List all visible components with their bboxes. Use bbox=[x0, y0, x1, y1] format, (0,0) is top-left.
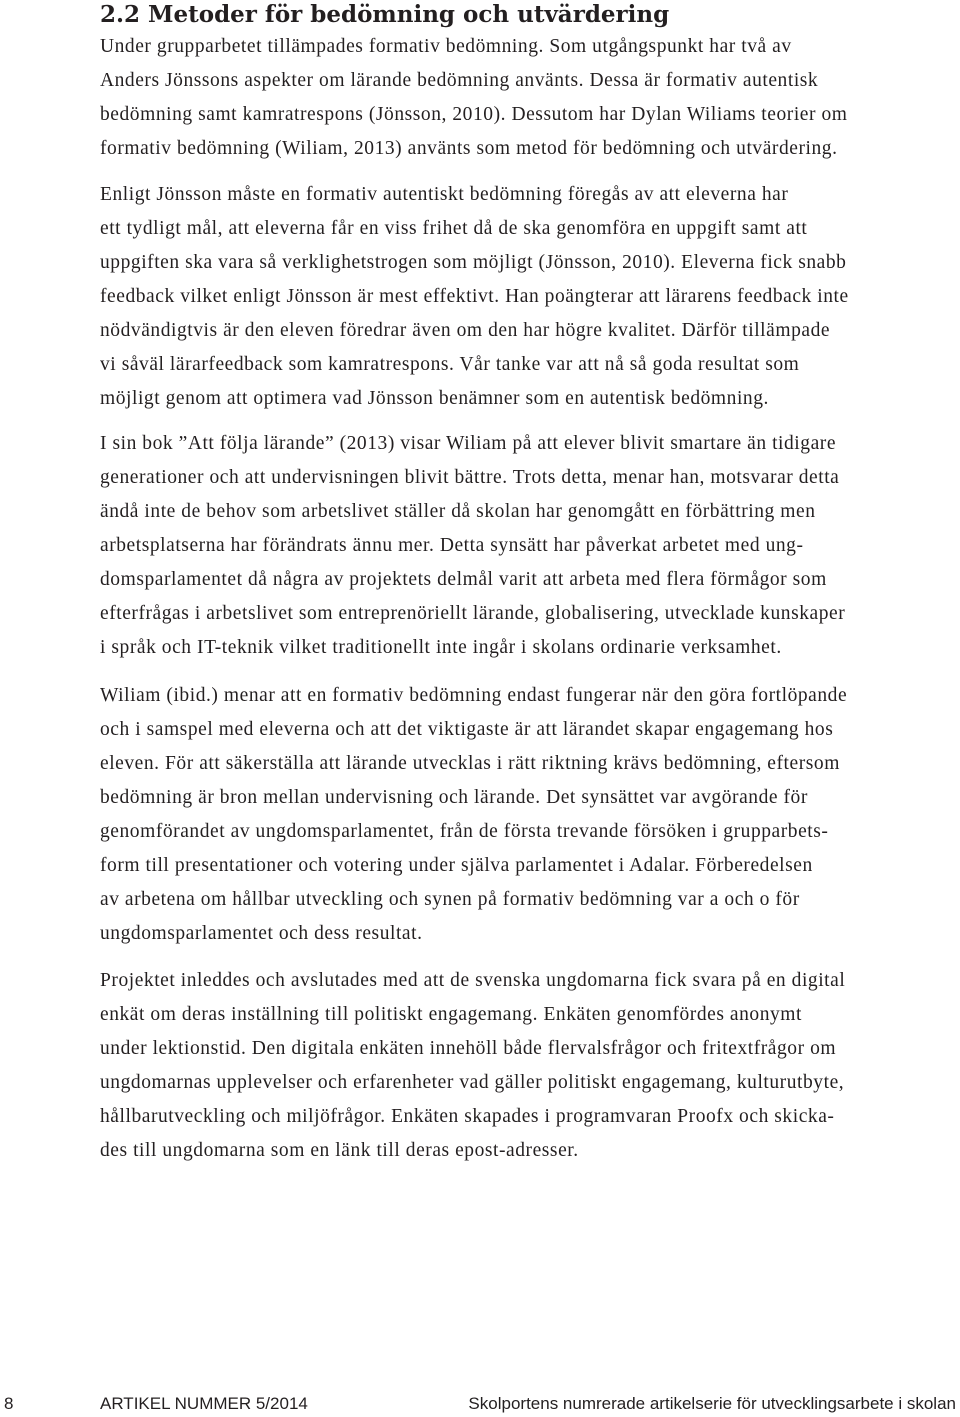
text-line: möjligt genom att optimera vad Jönsson benämner som en autentisk bedömning. bbox=[100, 388, 769, 409]
text-line: hållbarutveckling och miljöfrågor. Enkäten skapades i programvaran Proofx och skicka- bbox=[100, 1106, 835, 1127]
text-line: ungdomarnas upplevelser och erfarenheter vad gäller politiskt engagemang, kulturutbyte, bbox=[100, 1072, 845, 1093]
text-line: under lektionstid. Den digitala enkäten innehöll både flervalsfrågor och fritextfrågor om bbox=[100, 1038, 837, 1059]
text-line: generationer och att undervisningen blivit bättre. Trots detta, menar han, motsvarar detta bbox=[100, 467, 840, 488]
text-line: och i samspel med eleverna och att det viktigaste är att lärandet skapar engagemang hos bbox=[100, 719, 834, 740]
text-line: bedömning samt kamratrespons (Jönsson, 2010). Dessutom har Dylan Wiliams teorier om bbox=[100, 104, 848, 125]
text-line: genomförandet av ungdomsparlamentet, från de första trevande försöken i grupparbets- bbox=[100, 821, 829, 842]
text-line: arbetsplatserna har förändrats ännu mer. Detta synsätt har påverkat arbetet med ung- bbox=[100, 535, 804, 556]
text-line: des till ungdomarna som en länk till deras epost-adresser. bbox=[100, 1140, 579, 1161]
text-line: uppgiften ska vara så verklighetstrogen som möjligt (Jönsson, 2010). Eleverna fick snabb bbox=[100, 252, 847, 273]
text-line: i språk och IT-teknik vilket traditionellt inte ingår i skolans ordinarie verksamhet. bbox=[100, 637, 782, 658]
text-line: Under grupparbetet tillämpades formativ bedömning. Som utgångspunkt har två av bbox=[100, 36, 792, 57]
text-line: formativ bedömning (Wiliam, 2013) använts som metod för bedömning och utvärdering. bbox=[100, 138, 838, 159]
text-line: bedömning är bron mellan undervisning och lärande. Det synsättet var avgörande för bbox=[100, 787, 808, 808]
text-line: form till presentationer och votering under själva parlamentet i Adalar. Förberedelsen bbox=[100, 855, 813, 876]
text-line: domsparlamentet då några av projektets delmål varit att arbeta med flera förmågor som bbox=[100, 569, 827, 590]
text-line: Anders Jönssons aspekter om lärande bedömning använts. Dessa är formativ autentisk bbox=[100, 70, 819, 91]
text-line: Wiliam (ibid.) menar att en formativ bedömning endast fungerar när den göra fortlöpande bbox=[100, 685, 848, 706]
text-line: ett tydligt mål, att eleverna får en viss frihet då de ska genomföra en uppgift samt att bbox=[100, 218, 808, 239]
paragraph-wiliam-book bbox=[100, 427, 960, 665]
text-line: efterfrågas i arbetslivet som entreprenöriellt lärande, globalisering, utvecklade kunskaper bbox=[100, 603, 846, 624]
text-line: ändå inte de behov som arbetslivet ställer då skolan har genomgått en förbättring men bbox=[100, 501, 816, 522]
text-line: eleven. För att säkerställa att lärande utvecklas i rätt riktning krävs bedömning, eftersom bbox=[100, 753, 840, 774]
footer-series-label: Skolportens numrerade artikelserie för utvecklingsarbete i skolan bbox=[468, 1394, 956, 1413]
page-number: 8 bbox=[4, 1394, 14, 1413]
paragraph-jonsson bbox=[100, 178, 960, 416]
paragraph-intro bbox=[100, 30, 960, 166]
text-line: av arbetena om hållbar utveckling och synen på formativ bedömning var a och o för bbox=[100, 889, 800, 910]
text-line: ungdomsparlamentet och dess resultat. bbox=[100, 923, 423, 944]
paragraph-formative-assessment bbox=[100, 679, 960, 951]
text-line: vi såväl lärarfeedback som kamratrespons. Vår tanke var att nå så goda resultat som bbox=[100, 354, 800, 375]
section-heading: 2.2 Metoder för bedömning och utvärdering bbox=[100, 1, 670, 28]
text-line: nödvändigtvis är den eleven föredrar även om den har högre kvalitet. Därför tillämpade bbox=[100, 320, 831, 341]
text-line: enkät om deras inställning till politiskt engagemang. Enkäten genomfördes anonymt bbox=[100, 1004, 802, 1025]
text-line: feedback vilket enligt Jönsson är mest effektivt. Han poängterar att lärarens feedback inte bbox=[100, 286, 849, 307]
footer-issue-label: ARTIKEL NUMMER 5/2014 bbox=[100, 1394, 308, 1413]
paragraph-survey bbox=[100, 964, 960, 1168]
text-line: Projektet inleddes och avslutades med att de svenska ungdomarna fick svara på en digital bbox=[100, 970, 846, 991]
text-line: Enligt Jönsson måste en formativ autentiskt bedömning föregås av att eleverna har bbox=[100, 184, 789, 205]
text-line: I sin bok ”Att följa lärande” (2013) visar Wiliam på att elever blivit smartare än tidigare bbox=[100, 433, 837, 454]
